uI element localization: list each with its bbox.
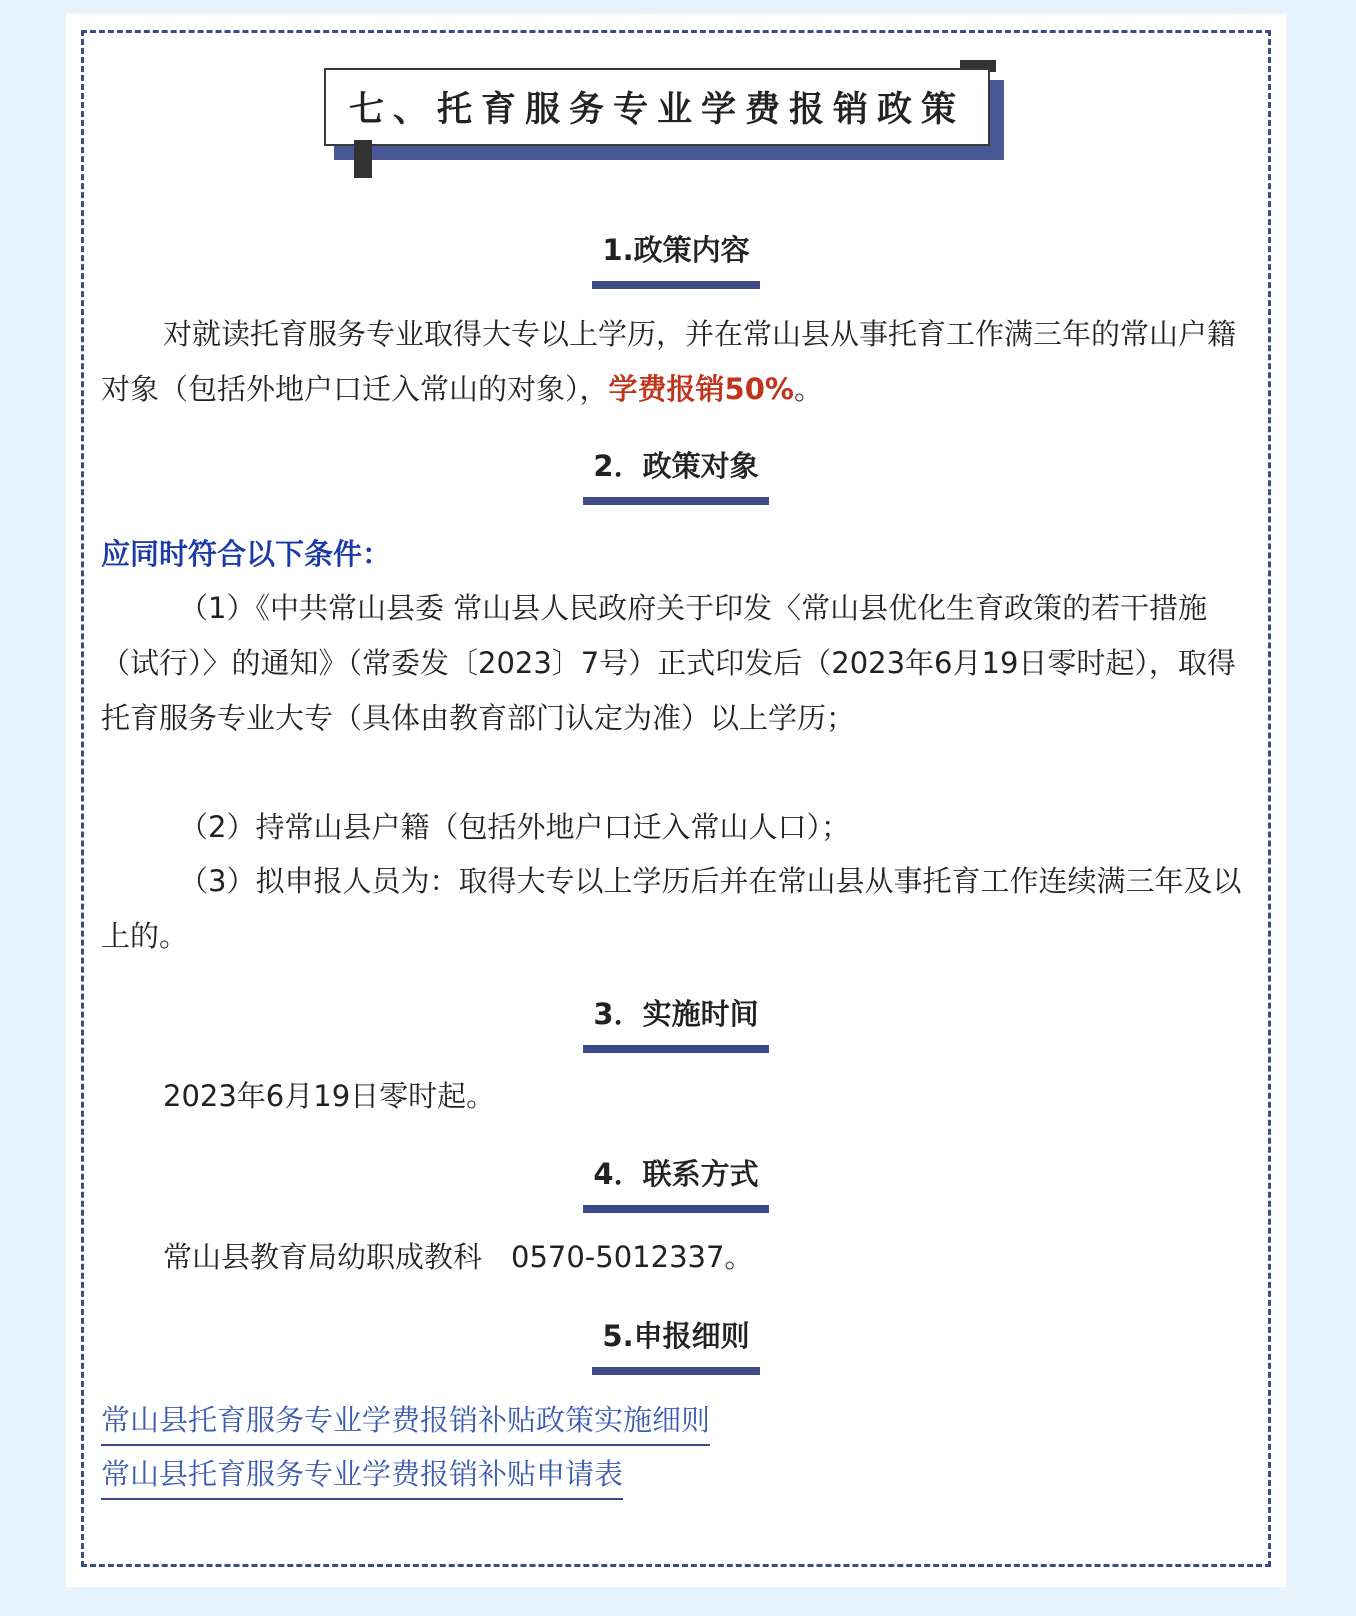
conditions-title: 应同时符合以下条件： xyxy=(101,537,392,571)
badge-tab-bottom xyxy=(354,140,372,178)
section5-heading: 5.申报细则 xyxy=(66,1314,1286,1375)
section3-heading: 3．实施时间 xyxy=(66,992,1286,1053)
section1-heading: 1.政策内容 xyxy=(66,228,1286,289)
condition-item-3: （3）拟申报人员为：取得大专以上学历后并在常山县从事托育工作连续满三年及以上的。 xyxy=(101,864,1242,953)
badge-box xyxy=(324,68,990,146)
condition-item-1: （1）《中共常山县委 常山县人民政府关于印发〈常山县优化生育政策的若干措施（试行）〉的通知》（常委发〔2023〕7号）正式印发后（2023年6月19日零时起），取得托育服务专业大专（具体由教育部门认定为准）以上学历； xyxy=(101,591,1236,735)
content-card xyxy=(66,14,1286,1587)
section1-text: 对就读托育服务专业取得大专以上学历，并在常山县从事托育工作满三年的常山户籍对象（包括外地户口迁入常山的对象），学费报销50%。 xyxy=(101,317,1237,406)
section-badge xyxy=(324,68,1014,206)
section4-text: 常山县教育局幼职成教科 0570-5012337。 xyxy=(163,1240,754,1274)
link-application-form[interactable]: 常山县托育服务专业学费报销补贴申请表 xyxy=(101,1453,623,1500)
link-implementation-rules[interactable]: 常山县托育服务专业学费报销补贴政策实施细则 xyxy=(101,1399,710,1446)
condition-item-2: （2）持常山县户籍（包括外地户口迁入常山人口）； xyxy=(179,810,850,844)
section3-text: 2023年6月19日零时起。 xyxy=(163,1079,496,1113)
section4-heading: 4．联系方式 xyxy=(66,1152,1286,1213)
section2-heading: 2．政策对象 xyxy=(66,444,1286,505)
page-title: 七、托育服务专业学费报销政策 xyxy=(348,90,965,130)
reimbursement-highlight: 学费报销50% xyxy=(608,372,794,406)
